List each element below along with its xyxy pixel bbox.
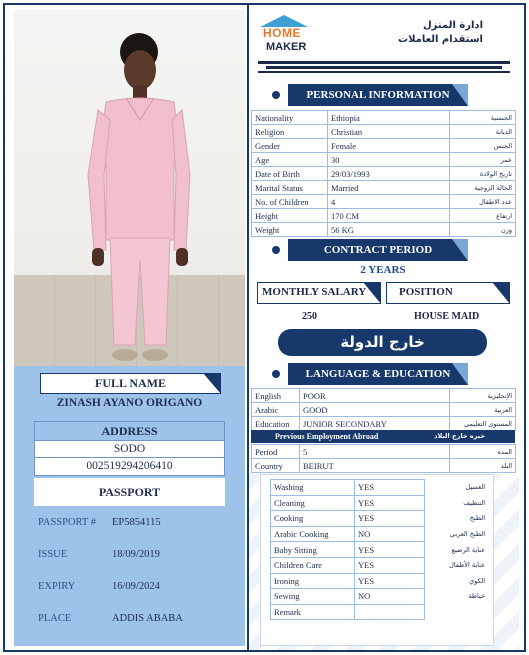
row-label-ar: المستوى التعليمي [450,417,516,431]
corner-decoration-icon [452,84,468,106]
address-line-2: 002519294206410 [35,457,224,474]
skill-value: NO [355,589,425,605]
passport-place-key: PLACE [38,613,72,624]
candidate-photo [14,10,245,366]
table-row [271,589,489,605]
row-value: Christian [328,125,450,139]
table-row [271,542,489,558]
row-label: Education [252,417,300,431]
row-value: BEIRUT [300,459,450,473]
skill-label: Washing [271,480,355,496]
table-row [252,139,516,153]
row-label-ar: الحالة الزوجية [450,181,516,195]
monthly-salary-label-box [257,282,381,304]
arabic-header-line-2: استقدام العاملات [398,34,483,45]
row-value: 30 [328,153,450,167]
skill-label-ar [425,604,489,620]
bullet-icon [272,370,280,378]
passport-expiry-row [34,572,225,602]
row-label: Marital Status [252,181,328,195]
skill-label: Sewing [271,589,355,605]
personal-info-title: PERSONAL INFORMATION [306,89,450,101]
skill-value: YES [355,480,425,496]
passport-place-value: ADDIS ABABA [112,613,183,624]
row-label: No. of Children [252,195,328,209]
row-label-ar: الجنس [450,139,516,153]
full-name-label-box [40,373,221,394]
table-row [252,403,516,417]
table-row [252,459,516,473]
row-label: Weight [252,223,328,237]
position-value: HOUSE MAID [414,311,480,322]
skill-label: Remark [271,604,355,620]
row-label-ar: المده [450,445,516,459]
skill-value: YES [355,557,425,573]
skill-value: YES [355,573,425,589]
row-value: 56 KG [328,223,450,237]
full-name-value: ZINASH AYANO ORIGANO [56,397,203,409]
row-label: Age [252,153,328,167]
skill-label-ar: الطبخ [469,514,485,523]
row-label: English [252,389,300,403]
row-value: JUNIOR SECONDARY [300,417,450,431]
table-row [252,167,516,181]
table-row [252,111,516,125]
skill-label-ar: الكوي [469,576,485,585]
skill-value [355,604,425,620]
passport-number-row [34,508,225,538]
skill-label: Cleaning [271,495,355,511]
skill-label: Children Care [271,557,355,573]
table-row [252,389,516,403]
corner-decoration-icon [452,363,468,385]
skill-label-ar: عناية الرضيع [451,545,485,554]
personal-info-table [251,110,516,237]
corner-decoration-icon [452,239,468,261]
table-row [252,195,516,209]
table-row [252,209,516,223]
row-label-ar: ارتفاع [450,209,516,223]
passport-number-key: PASSPORT # [38,517,97,528]
table-row [252,181,516,195]
row-label-ar: الديانة [450,125,516,139]
contract-title: CONTRACT PERIOD [323,244,433,256]
table-row [271,495,489,511]
row-label: Religion [252,125,328,139]
row-label: Date of Birth [252,167,328,181]
row-value: 29/03/1993 [328,167,450,181]
table-row [271,526,489,542]
arabic-header [398,19,483,47]
previous-employment-bar [251,430,515,443]
contract-years: 2 YEARS [360,264,406,276]
row-label: Period [252,445,300,459]
row-value: 170 CM [328,209,450,223]
skill-label: Arabic Cooking [271,526,355,542]
passport-place-row [34,604,225,634]
table-row [271,557,489,573]
passport-expiry-value: 16/09/2024 [112,581,160,592]
monthly-salary-label: MONTHLY SALARY [262,286,367,298]
corner-decoration-icon [363,282,381,304]
skill-label-ar: عناية الأطفال [449,561,485,570]
passport-issue-value: 18/09/2019 [112,549,160,560]
table-row [271,480,489,496]
table-row [271,573,489,589]
full-name-label: FULL NAME [94,376,166,390]
passport-label: PASSPORT [34,478,225,506]
skill-value: YES [355,495,425,511]
row-label: Height [252,209,328,223]
candidate-panel [14,366,245,646]
passport-issue-row [34,540,225,570]
personal-info-header [288,84,468,106]
address-box [34,421,225,476]
address-line-1: SODO [35,440,224,457]
corner-decoration-icon [492,282,510,304]
row-label: Gender [252,139,328,153]
row-value: 4 [328,195,450,209]
position-label-box [386,282,510,304]
skill-label-ar: التنظيف [463,498,485,507]
table-row [252,445,516,459]
previous-employment-title: Previous Employment Abroad [275,432,379,441]
skill-label-ar: خياطة [468,592,485,601]
row-label: Arabic [252,403,300,417]
candidate-figure-icon [14,10,245,366]
bullet-icon [272,91,280,99]
home-maker-logo [258,15,318,55]
passport-issue-key: ISSUE [38,549,68,560]
passport-number-value: EP5854115 [112,517,161,528]
contract-header [288,239,468,261]
bullet-icon [272,246,280,254]
table-row [271,511,489,527]
row-label-ar: الجنسية [450,111,516,125]
skill-value: YES [355,542,425,558]
skill-label: Baby Sitting [271,542,355,558]
header-stripe-1 [258,61,510,64]
row-value: POOR [300,389,450,403]
row-value: Married [328,181,450,195]
corner-decoration-icon [203,373,221,394]
row-label-ar: تاريخ الولادة [450,167,516,181]
logo-maker-text: MAKER [266,41,307,53]
row-value: GOOD [300,403,450,417]
header-stripe-3 [258,71,510,73]
arabic-header-line-1: ادارة المنزل [423,20,483,31]
row-label-ar: الإنجليزية [450,389,516,403]
language-title: LANGUAGE & EDUCATION [305,368,451,380]
row-label-ar: البلد [450,459,516,473]
passport-expiry-key: EXPIRY [38,581,76,592]
table-row [252,125,516,139]
monthly-salary-value: 250 [302,311,317,322]
row-label: Nationality [252,111,328,125]
table-row [271,604,489,620]
table-row [252,153,516,167]
address-label: ADDRESS [35,422,224,440]
header-stripe-2 [266,66,502,69]
skill-label-ar: الطبخ العربي [449,530,485,539]
row-label: Country [252,459,300,473]
row-label-ar: وزن [450,223,516,237]
logo-home-text: HOME [263,26,301,40]
row-value: Female [328,139,450,153]
skills-table [270,479,489,620]
language-table [251,388,516,431]
skill-value: NO [355,526,425,542]
row-label-ar: عمر [450,153,516,167]
row-value: 5 [300,445,450,459]
position-label: POSITION [399,286,453,298]
skill-label: Ironing [271,573,355,589]
table-row [252,417,516,431]
language-header [288,363,468,385]
skill-value: YES [355,511,425,527]
previous-employment-table [251,444,516,473]
previous-employment-title-ar: خبره خارج البلاد [434,432,485,440]
row-value: Ethiopia [328,111,450,125]
outside-country-badge: خارج الدولة [278,329,487,356]
row-label-ar: عدد الاطفال [450,195,516,209]
row-label-ar: العربية [450,403,516,417]
table-row [252,223,516,237]
skill-label: Cooking [271,511,355,527]
skill-label-ar: الغسيل [465,483,485,492]
